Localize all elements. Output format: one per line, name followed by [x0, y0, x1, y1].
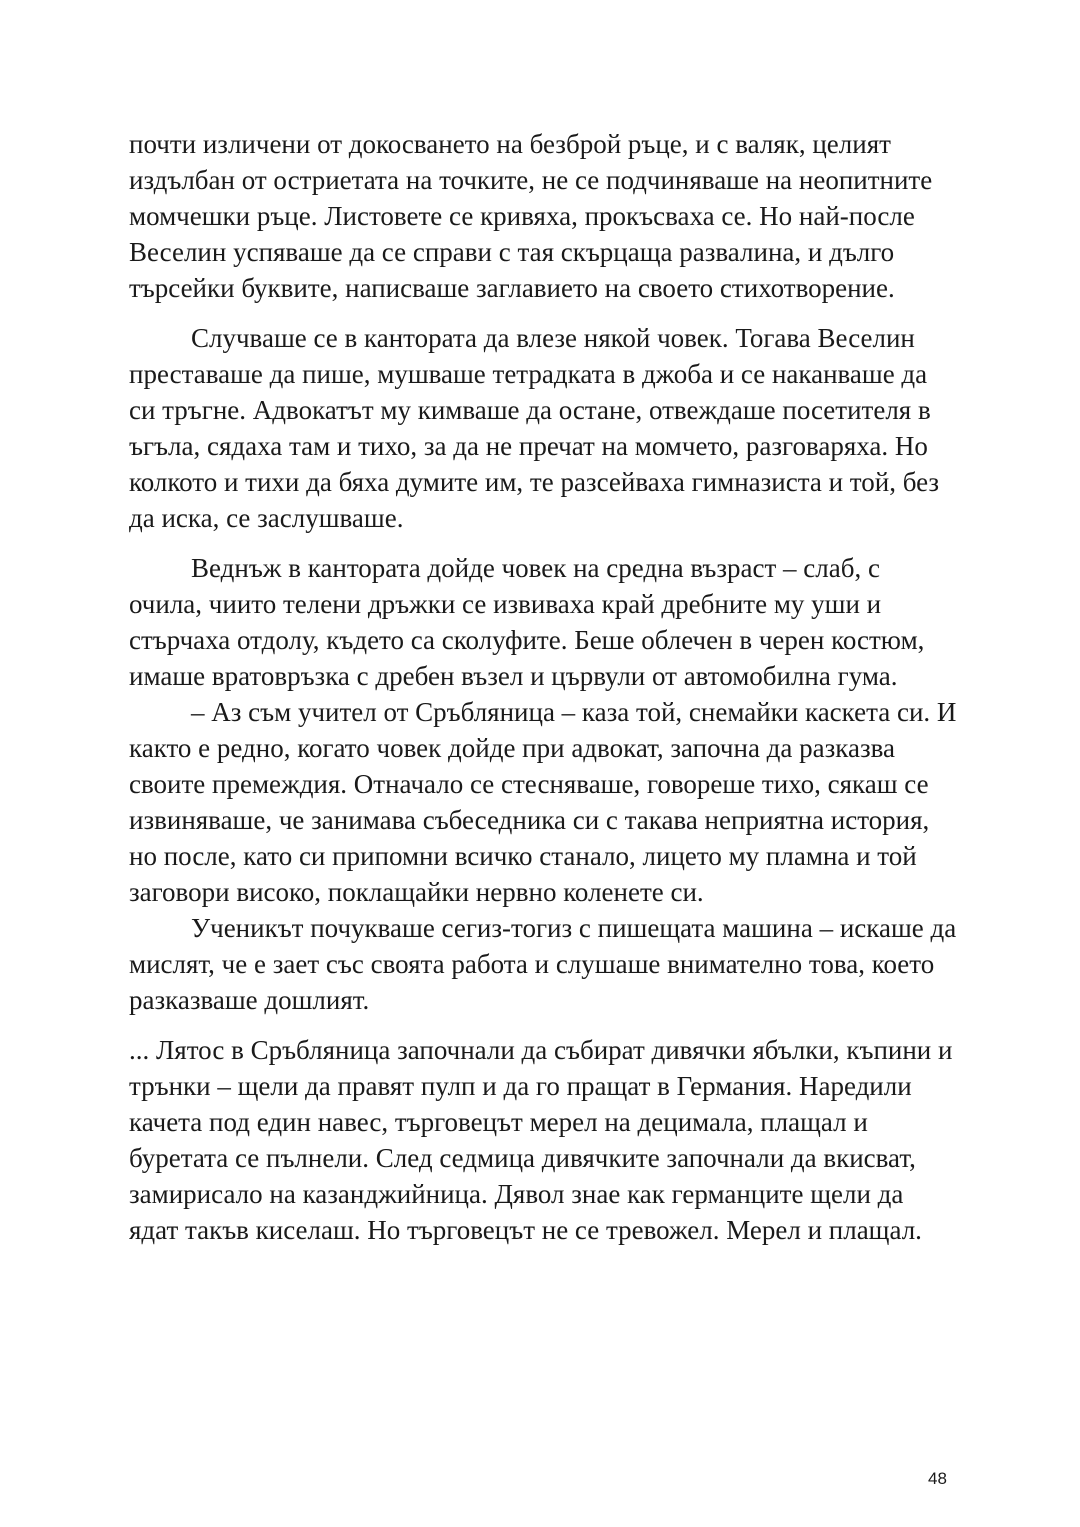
page-number: 48: [928, 1469, 947, 1488]
paragraph-2: Случваше се в кантората да влезе някой човек. Тогава Веселин преставаше да пише, мушваше тетрадката в джоба и се наканваше да си тръгне. Адвокатът му кимваше да остане, отвеждаше посетителя в ъгъла, сядаха там и тихо, за да не пречат на момчето, разговаряха. Но колкото и тихи да бяха думите им, те разсейваха гимназиста и той, без да иска, се заслушваше.: [129, 323, 940, 533]
paragraph-5: Ученикът почукваше сегиз-тогиз с пишещата машина – искаше да мислят, че е зает със своята работа и слушаше внимателно това, което разказваше дошлият.: [129, 913, 957, 1015]
paragraph-6: ... Лятос в Сръбляница започнали да събират дивячки ябълки, къпини и трънки – щели да правят пулп и да го пращат в Германия. Наредили качета под един навес, търговецът мерел на децимала, плащал и буретата се пълнели. След седмица дивячките започнали да вкисват, замирисало на казанджийница. Дявол знае как германците щели да ядат такъв киселаш. Но търговецът не се тревожел. Мерел и плащал.: [129, 1035, 953, 1245]
body-text: [129, 126, 959, 1248]
paragraph-3: Веднъж в кантората дойде човек на средна възраст – слаб, с очила, чиито телени дръжки се извиваха край дребните му уши и стърчаха отдолу, където са сколуфите. Беше облечен в черен костюм, имаше вратовръзка с дребен възел и цървули от автомобилна гума.: [129, 553, 925, 691]
paragraph-1: почти изличени от докосването на безброй ръце, и с валяк, целият издълбан от остриетата на точките, не се подчиняваше на неопитните момчешки ръце. Листовете се кривяха, прокъсваха се. Но най-после Веселин успяваше да се справи с тая скърцаща развалина, и дълго търсейки буквите, написваше заглавието на своето стихотворение.: [129, 129, 933, 303]
paragraph-4: – Аз съм учител от Сръбляница – каза той, снемайки каскета си. И както е редно, когато човек дойде при адвокат, започна да разказва своите премеждия. Отначало се стесняваше, говореше тихо, сякаш се извиняваше, че занимава събеседника си с такава неприятна история, но после, като си припомни всичко станало, лицето му пламна и той заговори високо, поклащайки нервно коленете си.: [129, 697, 957, 907]
